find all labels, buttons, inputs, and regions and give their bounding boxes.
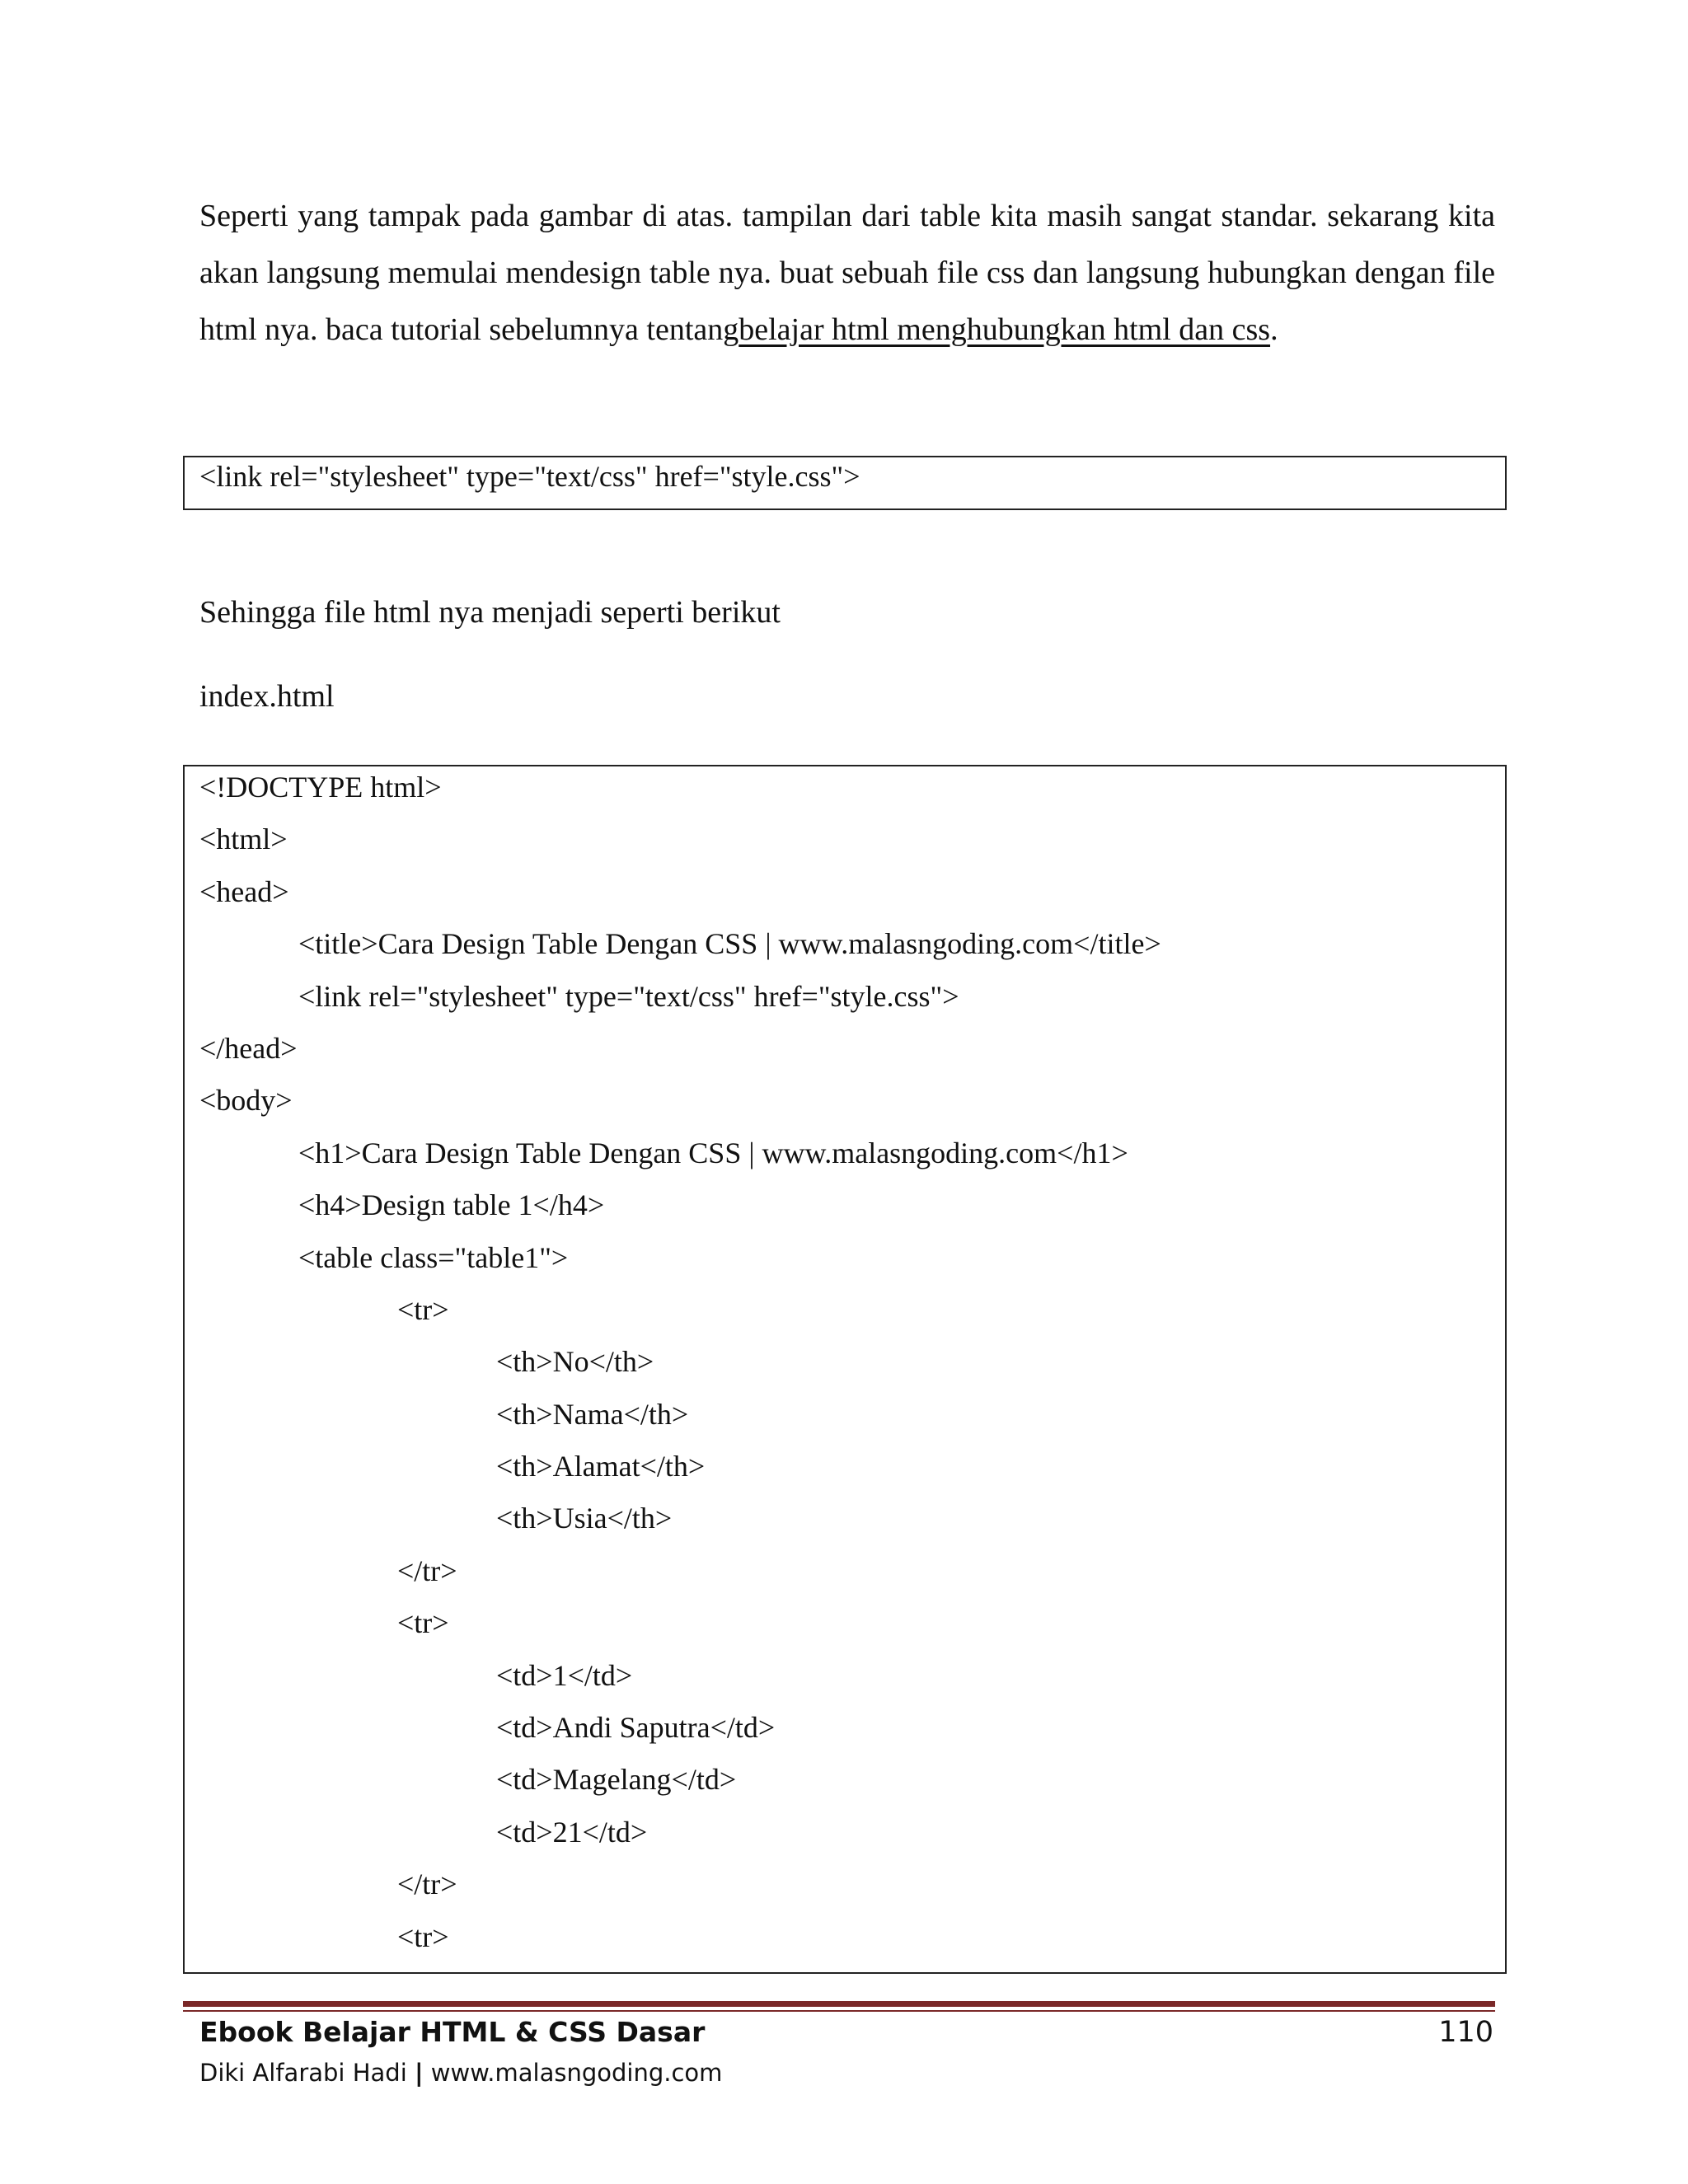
code-line: <tr> (397, 1292, 449, 1326)
footer-credit (199, 2059, 722, 2087)
tutorial-link[interactable]: belajar html menghubungkan html dan css (738, 312, 1271, 347)
code-line: <h1>Cara Design Table Dengan CSS | www.malasngoding.com</h1> (298, 1136, 1128, 1169)
code-line: <table class="table1"> (298, 1240, 569, 1274)
code-line: <tr> (397, 1606, 449, 1640)
footer-divider (183, 2001, 1495, 2007)
footer-site: www.malasngoding.com (430, 2059, 723, 2087)
code-line: </head> (199, 1031, 298, 1065)
body-paragraph (199, 188, 1495, 359)
intro-text: Sehingga file html nya menjadi seperti berikut (199, 595, 781, 630)
paragraph-text: Seperti yang tampak pada gambar di atas. tampilan dari table kita masih sangat standar. sekarang kita akan langsung memulai mendesign table nya. buat sebuah file css dan langsung hubungkan dengan file html nya. baca tutorial sebelumnya tentang (199, 199, 1495, 347)
code-line: <tr> (397, 1919, 449, 1953)
code-line: </tr> (397, 1554, 457, 1587)
code-line: <td>Magelang</td> (496, 1763, 737, 1797)
code-line: <title>Cara Design Table Dengan CSS | www.malasngoding.com</title> (298, 927, 1161, 961)
code-line: <th>No</th> (496, 1345, 654, 1379)
code-line: <h4>Design table 1</h4> (298, 1188, 605, 1222)
footer-book-title: Ebook Belajar HTML & CSS Dasar (199, 2016, 706, 2048)
code-box-link-tag (183, 456, 1507, 510)
code-line: <html> (199, 823, 288, 856)
code-box-index-html (183, 765, 1507, 1974)
code-line: <head> (199, 874, 289, 908)
code-line: <link rel="stylesheet" type="text/css" href="style.css"> (199, 460, 860, 493)
code-line: <td>1</td> (496, 1658, 633, 1692)
code-line: <th>Alamat</th> (496, 1450, 706, 1483)
paragraph-end: . (1270, 312, 1278, 347)
code-line: <link rel="stylesheet" type="text/css" href="style.css"> (298, 979, 959, 1013)
footer-author: Diki Alfarabi Hadi (199, 2059, 407, 2087)
footer-divider-thin (183, 2010, 1495, 2012)
code-line: <th>Usia</th> (496, 1502, 673, 1535)
code-line: <td>21</td> (496, 1815, 648, 1849)
code-line: </tr> (397, 1868, 457, 1901)
code-line: <!DOCTYPE html> (199, 771, 442, 804)
page-number: 110 (1438, 2016, 1493, 2049)
code-line: <th>Nama</th> (496, 1397, 689, 1431)
code-line: <td>Andi Saputra</td> (496, 1711, 776, 1745)
code-line: <body> (199, 1084, 293, 1118)
file-name: index.html (199, 679, 335, 714)
footer-separator: | (414, 2059, 424, 2087)
